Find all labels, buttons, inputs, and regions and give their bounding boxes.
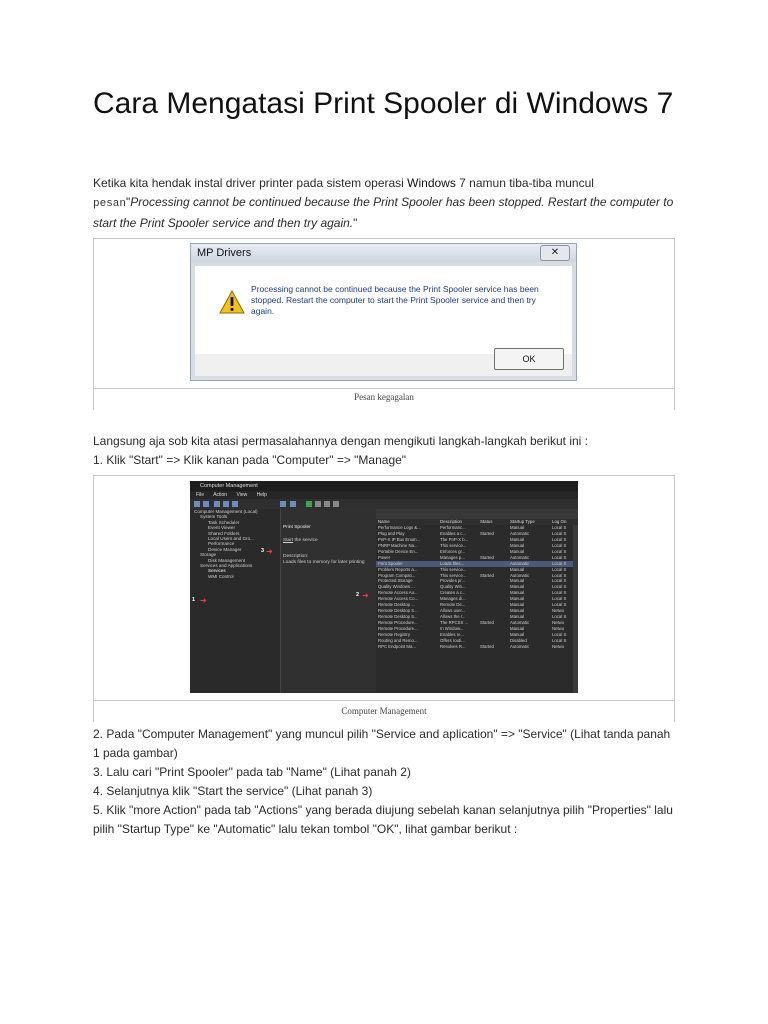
table-cell: Allows user... xyxy=(440,608,466,614)
cm-menubar xyxy=(190,491,578,499)
table-cell: Local S xyxy=(552,536,567,542)
restart-icon xyxy=(333,501,339,507)
table-cell: Local S xyxy=(552,548,567,554)
marker-number: 1 xyxy=(192,597,196,603)
table-cell: Creates a c... xyxy=(440,590,466,596)
table-cell: Resolves R... xyxy=(440,643,466,649)
figure-divider xyxy=(94,388,674,389)
table-cell: Problem Reports a... xyxy=(378,566,418,572)
dialog-close-button: ✕ xyxy=(540,245,570,261)
table-cell: RPC Endpoint Ma... xyxy=(378,643,416,649)
table-cell: Automatic xyxy=(510,554,530,560)
step-2: 2. Pada "Computer Management" yang muncul pilih "Service and aplication" => "Service" (Lihat tanda panah 1 pada gambar) xyxy=(93,727,671,760)
table-cell: This service... xyxy=(440,572,467,578)
start-text: the service xyxy=(293,538,318,543)
table-cell: In Window... xyxy=(440,625,464,631)
dialog-content xyxy=(195,266,572,354)
windows-link[interactable]: Windows xyxy=(407,176,456,190)
error-quote: Processing cannot be continued because the Print Spooler has been stopped. Restart the computer to start the Print Spooler service and then try again. xyxy=(93,195,674,230)
pause-icon xyxy=(324,501,330,507)
selected-service-name: Print Spooler xyxy=(283,525,311,530)
table-cell: Local S xyxy=(552,637,567,643)
column-header: Log On xyxy=(552,519,567,524)
table-cell: Manual xyxy=(510,525,525,530)
arrow-icon: ➜ xyxy=(266,547,273,556)
figure-computer-management xyxy=(93,475,675,722)
table-cell: Remote Desktop S... xyxy=(378,614,418,620)
table-cell: Local S xyxy=(552,584,567,590)
table-cell: Netwo xyxy=(552,620,565,625)
table-cell: This service... xyxy=(440,542,467,548)
table-cell: Quality Win... xyxy=(440,584,466,590)
cm-menu-item: File xyxy=(196,492,205,498)
table-cell: Local S xyxy=(552,530,567,536)
table-cell: Manual xyxy=(510,542,525,548)
quote-close: " xyxy=(353,216,358,230)
table-cell: Local S xyxy=(552,554,567,560)
service-detail-pane xyxy=(281,509,376,693)
cm-menu-item: Action xyxy=(213,492,228,498)
table-cell: Remote Desktop S... xyxy=(378,608,418,614)
table-cell: Local S xyxy=(552,614,567,620)
play-icon xyxy=(306,501,312,507)
tree-item: System Tools xyxy=(200,514,228,520)
table-cell: Remote Procedure... xyxy=(378,620,418,625)
table-cell: Enables re... xyxy=(440,631,465,637)
column-header: Name xyxy=(378,519,390,524)
quote-open: " xyxy=(126,195,131,209)
table-cell: Enables a c... xyxy=(440,530,467,536)
table-cell: Print Spooler xyxy=(378,560,403,566)
intro-paragraph xyxy=(93,174,675,233)
table-cell: Manual xyxy=(510,536,525,542)
warning-icon xyxy=(219,290,245,314)
properties-icon xyxy=(232,501,238,507)
table-cell: Automatic xyxy=(510,572,530,578)
table-cell: Started xyxy=(480,530,494,536)
table-cell: Remote Access Co... xyxy=(378,596,419,602)
table-cell: Local S xyxy=(552,542,567,548)
table-cell: PnP-X IP Bus Enum... xyxy=(378,536,421,542)
table-cell: Netwo xyxy=(552,608,565,614)
dialog-titlebar xyxy=(191,244,576,262)
table-cell: Automatic xyxy=(510,643,530,649)
tree-item: Event Viewer xyxy=(208,525,235,531)
table-cell: Local S xyxy=(552,566,567,572)
lead-paragraph: Langsung aja sob kita atasi permasalahannya dengan mengikuti langkah-langkah berikut ini : xyxy=(93,434,588,448)
cm-menu-item: View xyxy=(236,492,248,498)
folder-icon xyxy=(214,501,220,507)
table-cell: Remote De... xyxy=(440,602,466,608)
table-cell: Remote Access Au... xyxy=(378,590,418,596)
table-cell: Loads files... xyxy=(440,560,465,566)
list-icon xyxy=(290,501,296,507)
table-cell: Local S xyxy=(552,572,567,578)
tree-item: Computer Management (Local) xyxy=(194,509,258,514)
table-cell: PNRP Machine Na... xyxy=(378,542,418,548)
table-cell: Local S xyxy=(552,560,567,566)
cm-toolbar xyxy=(190,499,578,509)
table-cell: Power xyxy=(378,554,391,560)
table-cell: Manages di... xyxy=(440,596,466,602)
figure-error-dialog xyxy=(93,238,675,410)
table-cell: Manual xyxy=(510,608,525,614)
table-cell: Started xyxy=(480,643,494,649)
arrow-icon: ➜ xyxy=(362,591,369,600)
table-cell: Manual xyxy=(510,602,525,608)
table-cell: Provides pr... xyxy=(440,578,466,584)
table-cell: Manual xyxy=(510,584,525,590)
start-service-line xyxy=(283,538,318,544)
table-cell: Remote Desktop ... xyxy=(378,602,415,608)
table-cell: Offers routi... xyxy=(440,637,465,643)
table-cell: Manual xyxy=(510,578,525,584)
forward-icon xyxy=(203,501,209,507)
table-cell: Netwo xyxy=(552,625,565,631)
marker-number: 3 xyxy=(261,548,265,554)
table-cell: Manual xyxy=(510,590,525,596)
table-cell: The RPCSS ... xyxy=(440,620,469,625)
table-cell: Allows the r... xyxy=(440,614,466,620)
dialog-title: MP Drivers xyxy=(197,247,252,259)
cm-titlebar: Computer Management xyxy=(190,481,578,491)
cm-menu-item: Help xyxy=(256,492,267,498)
table-cell: Netwo xyxy=(552,643,565,649)
tree-item: Storage xyxy=(200,552,217,558)
tree-item: Services xyxy=(208,568,226,574)
table-cell: Local S xyxy=(552,578,567,584)
table-cell: Started xyxy=(480,554,494,560)
table-cell: Quality Windows ... xyxy=(378,584,415,590)
tree-item: Disk Management xyxy=(208,557,246,563)
computer-management-screenshot xyxy=(190,481,578,693)
tree-item: Performance xyxy=(208,541,235,547)
table-cell: Local S xyxy=(552,596,567,602)
tree-item: WMI Control xyxy=(208,573,234,579)
table-cell: Routing and Remo... xyxy=(378,637,418,643)
tree-item: Services and Applications xyxy=(200,563,253,569)
tree-item: Local Users and Gro... xyxy=(208,536,254,542)
step-1: 1. Klik "Start" => Klik kanan pada "Computer" => "Manage" xyxy=(93,453,407,467)
table-cell: Local S xyxy=(552,602,567,608)
back-icon xyxy=(194,501,200,507)
help-icon xyxy=(280,501,286,507)
stop-icon xyxy=(315,501,321,507)
table-cell: Automatic xyxy=(510,620,530,625)
table-cell: Started xyxy=(480,572,494,578)
table-cell: Local S xyxy=(552,525,567,530)
table-cell: Started xyxy=(480,620,494,625)
ok-button: OK xyxy=(494,348,564,370)
dialog-message: Processing cannot be continued because the Print Spooler service has been stopped. Restart the computer to start the Print Spooler service and then try again. xyxy=(251,284,539,316)
inline-code: pesan xyxy=(93,198,127,210)
table-cell: Performanc... xyxy=(440,525,466,530)
table-cell: Manual xyxy=(510,631,525,637)
arrow-icon: ➜ xyxy=(200,596,207,605)
view-icon xyxy=(223,501,229,507)
table-row xyxy=(376,644,578,650)
table-cell: Local S xyxy=(552,590,567,596)
page-title: Cara Mengatasi Print Spooler di Windows 7 xyxy=(93,87,674,120)
step-4: 4. Selanjutnya klik "Start the service" (Lihat panah 3) xyxy=(93,784,373,798)
table-cell: Local S xyxy=(552,631,567,637)
dialog-footer xyxy=(195,354,572,376)
table-cell: Portable Device En... xyxy=(378,548,419,554)
table-cell: Protected Storage xyxy=(378,578,413,584)
step-3: 3. Lalu cari "Print Spooler" pada tab "Name" (Lihat panah 2) xyxy=(93,765,411,779)
table-cell: Manual xyxy=(510,566,525,572)
step-5: 5. Klik "more Action" pada tab "Actions" yang berada diujung sebelah kanan selanjutnya pilih "Properties" lalu pilih "Startup Type" ke "Automatic" lalu tekan tombol "OK", lihat gambar berikut : xyxy=(93,803,673,836)
description-text: Loads files to memory for later printing xyxy=(283,560,365,565)
start-link: Start xyxy=(283,538,294,543)
services-list xyxy=(376,525,578,693)
figure-caption: Computer Management xyxy=(341,706,427,716)
table-cell: Disabled xyxy=(510,637,527,643)
column-header: Status xyxy=(480,519,493,524)
table-cell: Automatic xyxy=(510,530,530,536)
table-cell: Remote Procedure... xyxy=(378,625,418,631)
intro-text-2: 7 namun tiba-tiba muncul xyxy=(455,176,594,190)
table-cell: Manual xyxy=(510,625,525,631)
table-cell: Manual xyxy=(510,614,525,620)
table-cell: Remote Registry xyxy=(378,631,410,637)
column-header: Startup Type xyxy=(510,519,535,524)
scrollbar xyxy=(573,525,578,693)
table-cell: Performance Logs &... xyxy=(378,525,421,530)
table-cell: Program Compati... xyxy=(378,572,416,578)
table-cell: Manages p... xyxy=(440,554,465,560)
intro-text-1: Ketika kita hendak instal driver printer pada sistem operasi xyxy=(93,176,408,190)
table-cell: Automatic xyxy=(510,560,530,566)
figure-divider xyxy=(94,700,674,701)
description-label: Description: xyxy=(283,554,309,559)
table-cell: This service... xyxy=(440,566,467,572)
table-cell: Plug and Play xyxy=(378,530,405,536)
column-header: Description xyxy=(440,519,462,524)
figure-caption: Pesan kegagalan xyxy=(354,392,414,402)
error-dialog-screenshot xyxy=(190,243,577,381)
table-cell: Manual xyxy=(510,596,525,602)
tree-item: Task Scheduler xyxy=(208,519,240,525)
table-cell: The PnP-X b... xyxy=(440,536,469,542)
tree-item: Shared Folders xyxy=(208,530,240,536)
table-cell: Enforces gr... xyxy=(440,548,466,554)
table-cell: Manual xyxy=(510,548,525,554)
tree-item: Device Manager xyxy=(208,546,242,552)
marker-number: 2 xyxy=(356,592,360,598)
